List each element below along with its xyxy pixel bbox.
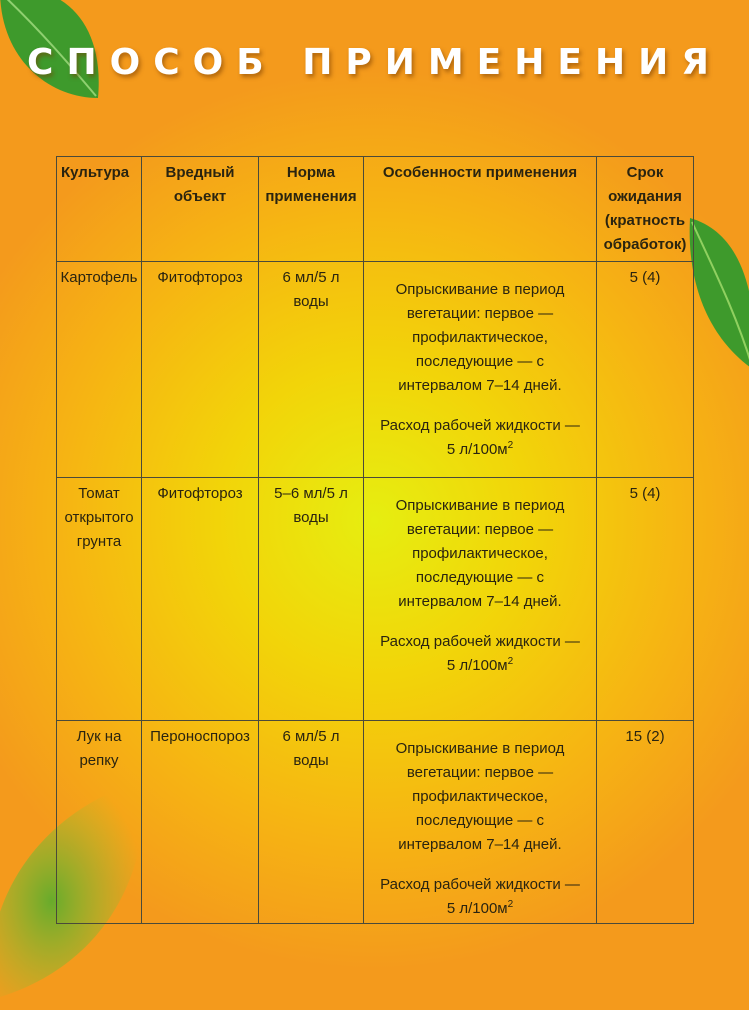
table-header-row [57,157,694,262]
cell-rate: 6 мл/5 л воды [259,721,364,924]
table-row [57,721,694,924]
cell-culture: Картофель [57,262,142,478]
cell-target: Фитофтороз [142,478,259,721]
header-target: Вредный объект [142,157,259,262]
cell-features: Опрыскивание в период вегетации: первое — профилактическое, последующие — с интервалом 7–14 дней. Расход рабочей жидкости — 5 $л/100м^2$ [364,262,597,478]
cell-culture: Лук на репку [57,721,142,924]
leaf-right-icon [686,214,749,374]
cell-wait: 5 (4) [597,262,694,478]
cell-rate: 6 мл/5 л воды [259,262,364,478]
header-wait: Срок ожидания (кратность обработок) [597,157,694,262]
cell-wait: 15 (2) [597,721,694,924]
header-features: Особенности применения [364,157,597,262]
cell-culture: Томат открытого грунта [57,478,142,721]
application-table [56,156,694,924]
table-row [57,262,694,478]
page-title: СПОСОБ ПРИМЕНЕНИЯ [27,42,722,83]
cell-features: Опрыскивание в период вегетации: первое — профилактическое, последующие — с интервалом 7–14 дней. Расход рабочей жидкости — 5 $л/100м^2$ [364,478,597,721]
cell-target: Фитофтороз [142,262,259,478]
cell-features: Опрыскивание в период вегетации: первое — профилактическое, последующие — с интервалом 7–14 дней. Расход рабочей жидкости — 5 $л/100м^2$ [364,721,597,924]
header-culture: Культура [57,157,142,262]
cell-wait: 5 (4) [597,478,694,721]
cell-target: Пероноспороз [142,721,259,924]
table-row [57,478,694,721]
header-rate: Норма применения [259,157,364,262]
cell-rate: 5–6 мл/5 л воды [259,478,364,721]
